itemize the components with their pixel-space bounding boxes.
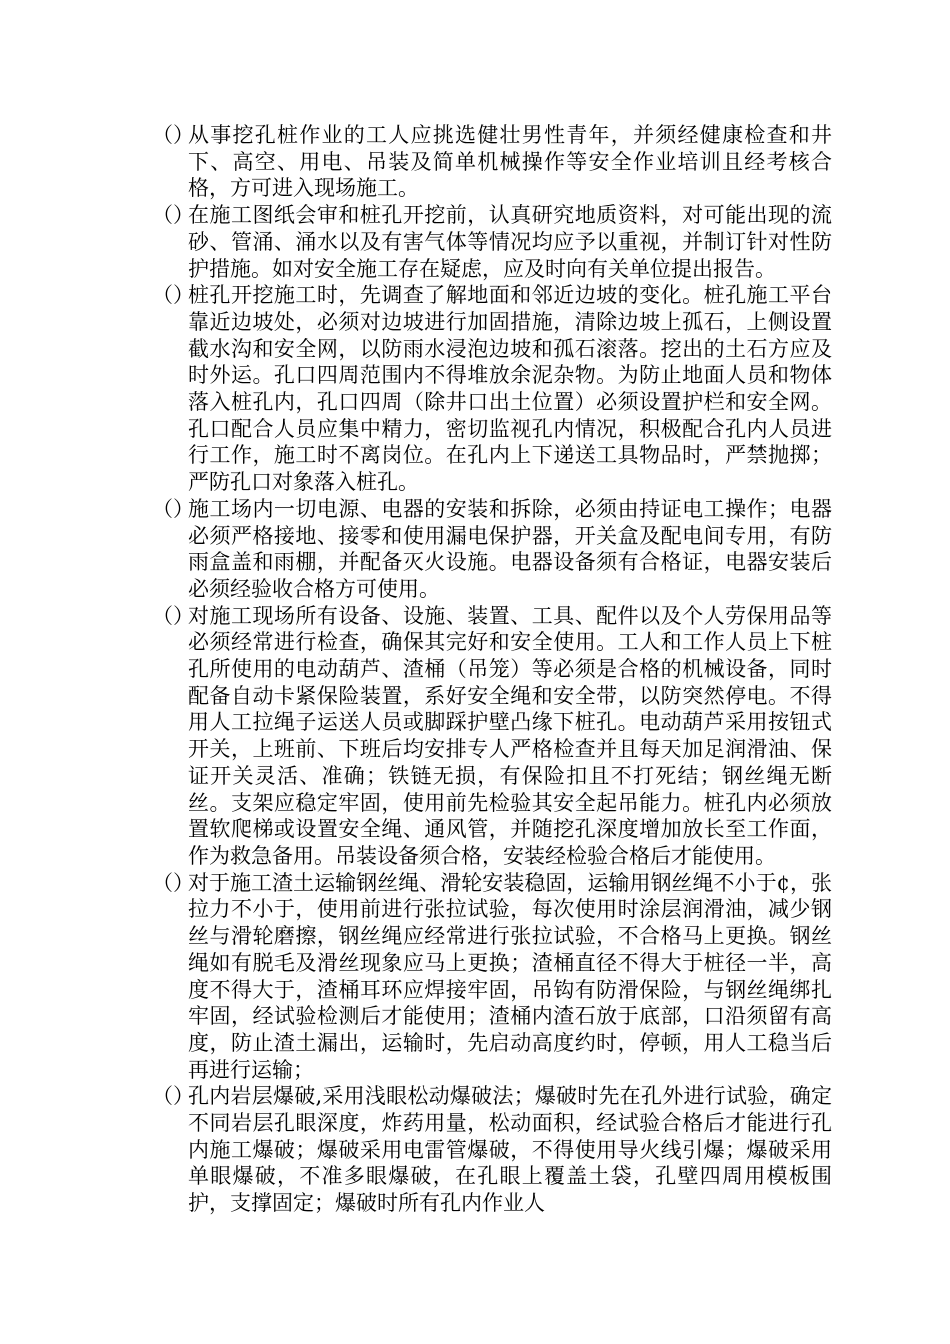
- clause-text: 对施工现场所有设备、设施、装置、工具、配件以及个人劳保用品等必须经常进行检查，确保其完好和安全使用。工人和工作人员上下桩孔所使用的电动葫芦、渣桶（吊笼）等必须是合格的机械设备，同时配备自动卡紧保险装置，系好安全绳和安全带，以防突然停电。不得用人工拉绳子运送人员或脚踩护壁凸缘下桩孔。电动葫芦采用按钮式开关，上班前、下班后均安排专人严格检查并且每天加足润滑油、保证开关灵活、准确；铁链无损，有保险扣且不打死结；钢丝绳无断丝。支架应稳定牢固，使用前先检验其安全起吊能力。桩孔内必须放置软爬梯或设置安全绳、通风管，并随挖孔深度增加放长至工作面，作为救急备用。吊装设备须合格，安装经检验合格后才能使用。: [188, 603, 832, 868]
- clause-text: 施工场内一切电源、电器的安装和拆除，必须由持证电工操作；电器必须严格接地、接零和使用漏电保护器，开关盒及配电间专用，有防雨盒盖和雨棚，并配备灭火设施。电器设备须有合格证，电器安装后必须经验收合格方可使用。: [188, 496, 832, 601]
- clause-text: 从事挖孔桩作业的工人应挑选健壮男性青年，并须经健康检查和井下、高空、用电、吊装及简单机械操作等安全作业培训且经考核合格，方可进入现场施工。: [188, 123, 832, 201]
- safety-clause-7: [152, 1083, 832, 1217]
- safety-clause-1: [152, 122, 832, 202]
- clause-text: 对于施工渣土运输钢丝绳、滑轮安装稳固，运输用钢丝绳不小于¢，张拉力不小于，使用前进行张拉试验，每次使用时涂层润滑油，减少钢丝与滑轮磨擦，钢丝绳应经常进行张拉试验，不合格马上更换。钢丝绳如有脱毛及滑丝现象应马上更换；渣桶直径不得大于桩径一半，高度不得大于，渣桶耳环应焊接牢固，吊钩有防滑保险，与钢丝绳绑扎牢固，经试验检测后才能使用；渣桶内渣石放于底部，口沿须留有高度，防止渣土漏出，运输时，先启动高度约时，停顿，用人工稳当后再进行运输；: [188, 870, 832, 1082]
- clause-marker: （）: [152, 870, 194, 895]
- safety-clause-3: [152, 282, 832, 496]
- clause-marker: （）: [152, 203, 194, 228]
- safety-clause-2: [152, 202, 832, 282]
- safety-clause-4: [152, 496, 832, 603]
- clause-text: 桩孔开挖施工时，先调查了解地面和邻近边坡的变化。桩孔施工平台靠近边坡处，必须对边坡进行加固措施，清除边坡上孤石，上侧设置截水沟和安全网，以防雨水浸泡边坡和孤石滚落。挖出的土石方应及时外运。孔口四周范围内不得堆放余泥杂物。为防止地面人员和物体落入桩孔内，孔口四周（除井口出土位置）必须设置护栏和安全网。孔口配合人员应集中精力，密切监视孔内情况，积极配合孔内人员进行工作，施工时不离岗位。在孔内上下递送工具物品时，严禁抛掷；严防孔口对象落入桩孔。: [188, 283, 832, 495]
- clause-text: 孔内岩层爆破,采用浅眼松动爆破法；爆破时先在孔外进行试验，确定不同岩层孔眼深度，炸药用量，松动面积，经试验合格后才能进行孔内施工爆破；爆破采用电雷管爆破，不得使用导火线引爆；爆破采用单眼爆破，不准多眼爆破，在孔眼上覆盖土袋，孔壁四周用模板围护，支撑固定；爆破时所有孔内作业人: [188, 1084, 832, 1216]
- clause-text: 在施工图纸会审和桩孔开挖前，认真研究地质资料，对可能出现的流砂、管涌、涌水以及有害气体等情况均应予以重视，并制订针对性防护措施。如对安全施工存在疑虑，应及时向有关单位提出报告。: [188, 203, 832, 281]
- clause-marker: （）: [152, 283, 194, 308]
- safety-clause-6: [152, 870, 832, 1084]
- document-page: [152, 122, 832, 1217]
- clause-marker: （）: [152, 1084, 194, 1109]
- clause-marker: （）: [152, 496, 194, 521]
- safety-clause-5: [152, 603, 832, 870]
- clause-marker: （）: [152, 603, 194, 628]
- clause-marker: （）: [152, 123, 194, 147]
